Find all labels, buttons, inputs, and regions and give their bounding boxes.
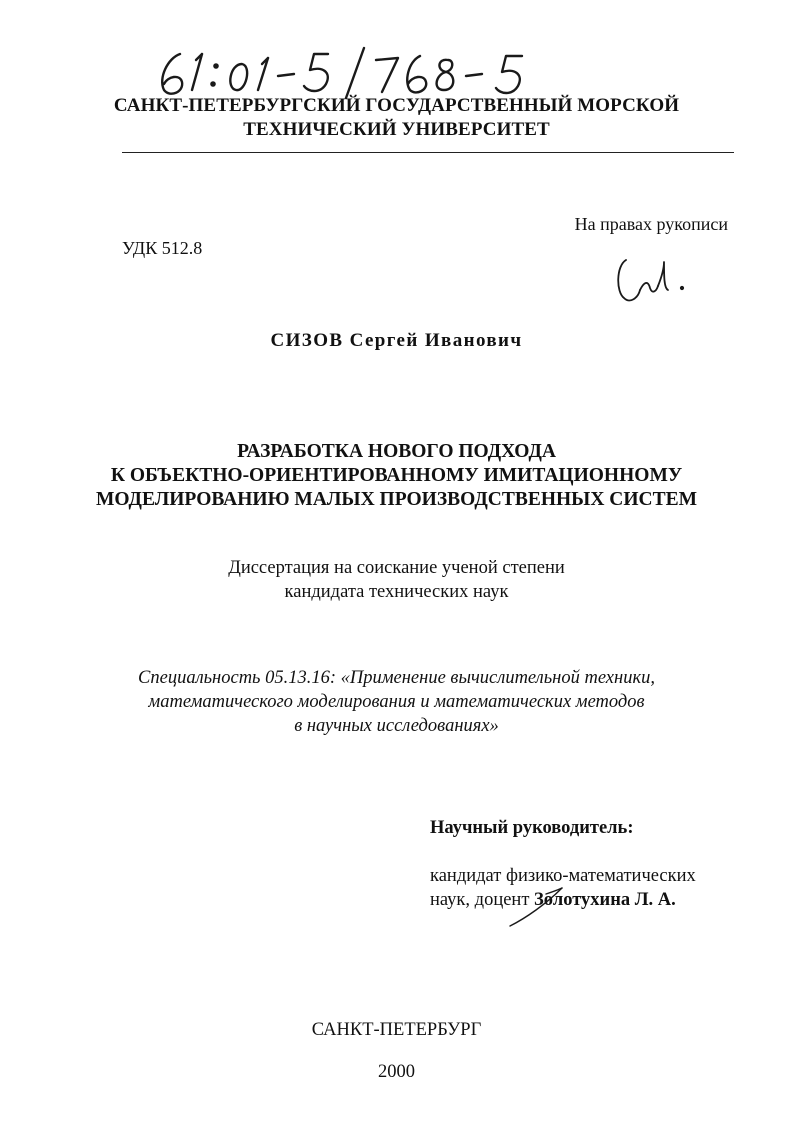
university-name bbox=[0, 94, 793, 142]
university-line-1: САНКТ-ПЕТЕРБУРГСКИЙ ГОСУДАРСТВЕННЫЙ МОРСКОЙ bbox=[113, 95, 680, 116]
degree-line-1: Диссертация на соискание ученой степени bbox=[228, 558, 565, 578]
supervisor-signature bbox=[506, 880, 566, 930]
specialty-line-1: Специальность 05.13.16: «Применение вычислительной техники, bbox=[138, 668, 655, 688]
supervisor-degree: кандидат физико-математических bbox=[430, 866, 696, 886]
author-name: СИЗОВ Сергей Иванович bbox=[270, 330, 523, 351]
author-signature bbox=[612, 248, 692, 312]
dissertation-title bbox=[0, 440, 793, 512]
title-line-3: МОДЕЛИРОВАНИЮ МАЛЫХ ПРОИЗВОДСТВЕННЫХ СИСТЕМ bbox=[95, 489, 698, 510]
dissertation-degree bbox=[0, 556, 793, 604]
supervisor-rank: наук, доцент bbox=[430, 890, 530, 910]
supervisor-name: Золотухина Л. А. bbox=[534, 890, 676, 910]
udk-code: УДК 512.8 bbox=[122, 238, 203, 258]
year: 2000 bbox=[378, 1062, 415, 1082]
supervisor-label: Научный руководитель: bbox=[430, 818, 634, 838]
specialty-line-2: математического моделирования и математических методов bbox=[148, 692, 645, 712]
specialty bbox=[0, 666, 793, 738]
rights-note: На правах рукописи bbox=[574, 214, 728, 234]
header-divider bbox=[122, 152, 734, 153]
university-line-2: ТЕХНИЧЕСКИЙ УНИВЕРСИТЕТ bbox=[243, 119, 550, 140]
specialty-line-3: в научных исследованиях» bbox=[294, 716, 499, 736]
title-line-1: РАЗРАБОТКА НОВОГО ПОДХОДА bbox=[237, 441, 556, 462]
city: САНКТ-ПЕТЕРБУРГ bbox=[311, 1020, 482, 1040]
handwritten-archive-number bbox=[150, 42, 530, 102]
title-line-2: К ОБЪЕКТНО-ОРИЕНТИРОВАННОМУ ИМИТАЦИОННОМУ bbox=[110, 465, 683, 486]
degree-line-2: кандидата технических наук bbox=[284, 582, 509, 602]
